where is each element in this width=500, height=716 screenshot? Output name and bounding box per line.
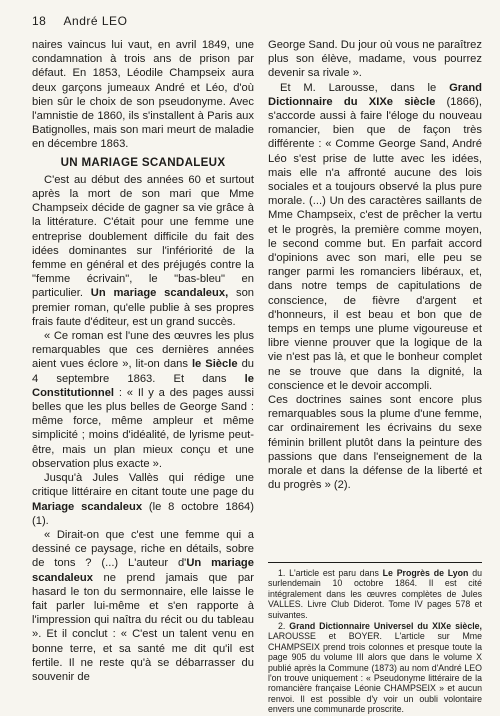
newspaper-title: Le Progrès de Lyon: [382, 568, 469, 578]
running-head-author: André LEO: [63, 14, 128, 28]
text: du 4 septembre 1863. Et dans: [32, 358, 255, 385]
book-title: Un mariage scandaleux: [32, 557, 254, 584]
text: son premier roman, qu'elle publie à ses propres frais faute d'éditeur, est un grand succès.: [32, 287, 255, 328]
page-number: 18: [32, 14, 47, 28]
text: LAROUSSE et BOYER. L'article sur Mme CHAMPSEIX prend trois colonnes et presque toute la page 905 du volume III alors que dans le volume X publié après la Commune (1873) au nom d'André LEO l'on trouve uniquement : « Pseudonyme littéraire de la romancière française Léonie CHAMPSEIX » et aucun renvoi. Il est possible d'y voir un oubli volontaire envers une communarde proscrite.: [268, 631, 482, 715]
footnotes: [268, 568, 482, 716]
newspaper-title: le Constitutionnel: [32, 372, 254, 399]
paragraph: [32, 528, 254, 684]
book-title: Un mariage scandaleux,: [90, 287, 229, 300]
text: : « Il y a des pages aussi belles que les plus belles de George Sand : même force, même ampleur et même simplicité ; moins d'idéalité, de lyrisme peut-être, mais un plan mieux conçu et une observation plus exacte ».: [32, 386, 254, 470]
section-heading: UN MARIAGE SCANDALEUX: [60, 155, 226, 169]
text: 1. L'article est paru dans: [278, 568, 379, 578]
text: ne prend jamais que par hasard le ton du sermonnaire, elle laisse le fait parler lui-même et s'en rapporte à l'impression qui naîtra du récit ou du tableau ». Et il conclut : « C'est un talent venu en bonne terre, et sa santé me dit qu'il est fertile. Il ne reste qu'à se débarrasser du souvenir de: [32, 571, 255, 683]
paragraph: [32, 329, 254, 471]
newspaper-title: le Siècle: [191, 358, 238, 371]
paragraph: Ces doctrines saines sont encore plus remarquables sous la plume d'une femme, car ordinairement les écrivains du sexe féminin brillent plutôt dans la peinture des passions que dans l'enseignement de la morale et dans la défense de la liberté et du progrès » (2).: [268, 394, 482, 492]
paragraph: [32, 173, 254, 329]
text: (1866), s'accorde aussi à faire l'éloge du nouveau romancier, bien que de façon très différente : « Comme George Sand, André Léo s'est prise de lutte avec les idées, mais elle n'a affronté aucune des lois sociales et a toujours observé la plus pure morale. (...) Un des caractères saillants de Mme Champseix, c'est de prêcher la vertu et le progrès, la première comme moyen, le second comme but. En parfait accord d'opinions avec son mari, elle peu se ranger parmi les romanciers libéraux, et, dans notre temps de capitulations de conscience, de fièvre d'argent et d'honneurs, il est beau et bon que de temps en temps une plume vigoureuse et libre vienne prouver que la logique de la vie n'est pas là, et que le bonheur complet ne se trouve que dans la dignité, la conscience et le devoir accompli.: [268, 95, 482, 392]
dictionary-title: Grand Dictionnaire Universel du XIXe siècle,: [289, 621, 482, 632]
dictionary-title: Grand Dictionnaire du XIXe siècle: [268, 81, 483, 108]
text: 2.: [278, 621, 286, 632]
paragraph: [32, 471, 254, 528]
paragraph: George Sand. Du jour où vous ne paraîtrez plus son élève, madame, vous pourrez devenir sa rivale ».: [268, 39, 482, 80]
paragraph: [268, 81, 482, 393]
paragraph: naires vaincus lui vaut, en avril 1849, une condamnation à trois ans de prison par défaut. En 1853, Léodile Champseix aura deux garçons jumeaux André et Léo, d'où bien sûr le choix de son pseudonyme. Avec l'amnistie de 1860, ils s'installent à Paris aux Batignolles, mais son mari meurt de maladie en décembre 1863.: [32, 39, 254, 151]
text: Jusqu'à Jules Vallès qui rédige une critique littéraire en citant toute une page du: [32, 472, 254, 499]
text: (le 8 octobre 1864) (1).: [32, 500, 254, 527]
text: « Dirait-on que c'est une femme qui a dessiné ce paysage, riche en détails, sobre de tons ? (...) L'auteur d': [32, 528, 254, 570]
text: C'est au début des années 60 et surtout après la mort de son mari que Mme Champseix décide de gagner sa vie grâce à la littérature. C'était pour une femme une entreprise doublement difficile du fait des idées dominantes sur l'infériorité de la femme en général et des préjugés contre la "femme écrivain", le "bas-bleu" en particulier.: [32, 173, 254, 300]
book-title: Mariage scandaleux: [32, 500, 143, 513]
text: du surlendemain 10 octobre 1864. Il est cité intégralement dans les œuvres complètes de Jules VALLES. Livre Club Diderot. Tome IV pages 578 et suivantes.: [268, 568, 483, 620]
footnote-2: [268, 621, 482, 715]
footnote-1: [268, 568, 482, 620]
text: Et M. Larousse, dans le: [280, 81, 437, 94]
text: « Ce roman est l'une des œuvres les plus remarquables que ces dernières années aient vues éclore », lit-on dans: [32, 330, 254, 371]
right-column: [268, 38, 482, 493]
left-column: [32, 38, 254, 684]
running-head: [32, 14, 127, 28]
footnote-divider: [268, 562, 482, 563]
